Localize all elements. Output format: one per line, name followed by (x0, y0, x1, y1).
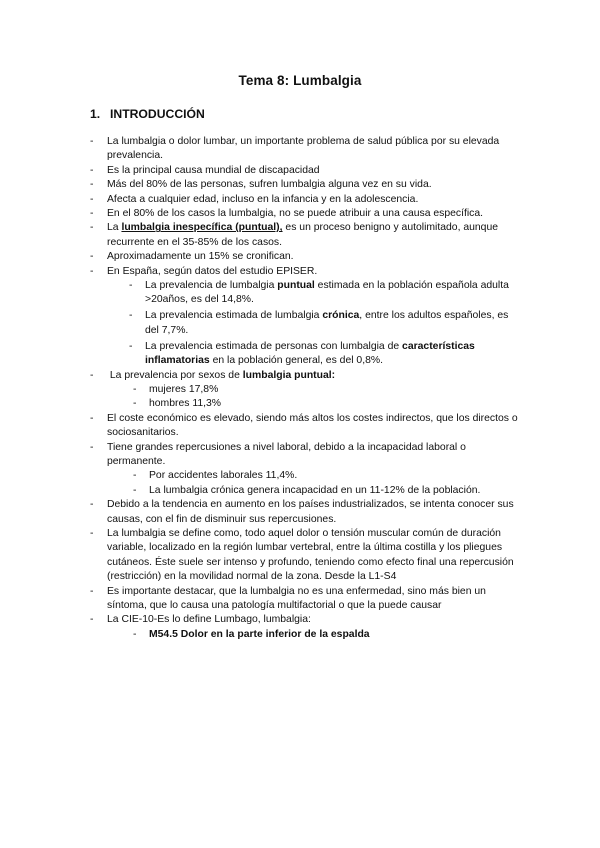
list-item: - La lumbalgia se define como, todo aquel dolor o tensión muscular común de duración variable, localizado en la región lumbar vertebral, entre la última costilla y los pliegues cutáneos. Éste suele ser intenso y profundo, teniendo como efecto final una repercusión (restricción) en la movilidad normal de la zona. Desde la L1-S4 (90, 527, 514, 583)
bullet-dash: - (133, 383, 137, 395)
emphasis: M54.5 Dolor en la parte inferior de la espalda (149, 628, 370, 640)
list-item: - Es la principal causa mundial de discapacidad (90, 164, 520, 178)
section-heading (90, 107, 205, 121)
bullet-dash: - (90, 179, 94, 191)
sub-list-item: - Por accidentes laborales 11,4%. (133, 469, 509, 483)
bullet-dash: - (90, 412, 94, 424)
list-item: - Más del 80% de las personas, sufren lumbalgia alguna vez en su vida. (90, 178, 520, 192)
list-item: - En España, según datos del estudio EPISER. (90, 265, 520, 279)
list-item: - En el 80% de los casos la lumbalgia, no se puede atribuir a una causa específica. (90, 207, 520, 221)
sub-list-item: - La lumbalgia crónica genera incapacidad en un 11-12% de la población. (133, 484, 509, 498)
emphasis: lumbalgia inespecífica (puntual), (121, 222, 283, 234)
list-item: - Afecta a cualquier edad, incluso en la infancia y en la adolescencia. (90, 193, 520, 207)
sub-list-item: - La prevalencia de lumbalgia puntual estimada en la población española adulta >20años, es del 14,8%. (129, 280, 509, 306)
bullet-dash: - (129, 280, 133, 292)
bullet-dash: - (90, 251, 94, 263)
emphasis: crónica (322, 310, 360, 322)
list-item: - La CIE-10-Es lo define Lumbago, lumbalgia: (90, 613, 520, 627)
bullet-dash: - (129, 340, 133, 352)
bullet-dash: - (90, 222, 94, 234)
bullet-dash: - (133, 628, 137, 640)
bullet-dash: - (90, 208, 94, 220)
sub-list-item: - La prevalencia estimada de personas con lumbalgia de características inflamatorias en la población general, es del 0,8%. (129, 340, 475, 367)
list-item: - La prevalencia por sexos de lumbalgia puntual: (90, 369, 520, 383)
bullet-dash: - (129, 310, 133, 322)
bullet-dash: - (90, 265, 94, 277)
bullet-dash: - (90, 614, 94, 626)
emphasis: características inflamatorias (145, 340, 475, 367)
sub-list-item: - hombres 11,3% (133, 397, 509, 411)
bullet-dash: - (133, 470, 137, 482)
emphasis: lumbalgia puntual: (242, 369, 336, 381)
list-item: - Aproximadamente un 15% se cronifican. (90, 250, 520, 264)
list-item: - El coste económico es elevado, siendo más altos los costes indirectos, que los directos o sociosanitarios. (90, 412, 518, 439)
bullet-dash: - (133, 398, 137, 410)
bullet-dash: - (90, 499, 94, 511)
page-title: Tema 8: Lumbalgia (238, 73, 362, 88)
list-item: - Debido a la tendencia en aumento en los países industrializados, se intenta conocer sus causas, con el fin de disminuir sus repercusiones. (90, 499, 514, 525)
sub-list-item: - mujeres 17,8% (133, 383, 509, 397)
list-item: - La lumbalgia o dolor lumbar, un importante problema de salud pública por su elevada prevalencia. (90, 136, 500, 162)
bullet-dash: - (90, 193, 94, 205)
bullet-dash: - (133, 484, 137, 496)
bullet-dash: - (90, 136, 94, 147)
list-item: - Tiene grandes repercusiones a nivel laboral, debido a la incapacidad laboral o permanente. (90, 441, 466, 467)
list-item: - Es importante destacar, que la lumbalgia no es una enfermedad, sino más bien un síntoma, que lo causa una patología multifactorial o que la puede causar (90, 585, 486, 611)
section-title: INTRODUCCIÓN (110, 107, 205, 121)
bullet-dash: - (90, 585, 94, 597)
list-item: - La lumbalgia inespecífica (puntual), es un proceso benigno y autolimitado, aunque recurrente en el 35-85% de los casos. (90, 222, 499, 248)
bullet-dash: - (90, 441, 94, 453)
bullet-dash: - (90, 164, 94, 176)
bullet-dash: - (90, 527, 94, 539)
bullet-list (0, 135, 600, 642)
sub-list-item: - La prevalencia estimada de lumbalgia crónica, entre los adultos españoles, es del 7,7%. (129, 310, 509, 336)
emphasis: puntual (277, 280, 315, 292)
section-number: 1. (90, 107, 101, 121)
bullet-dash: - (90, 369, 94, 381)
sub-list-item (133, 628, 509, 642)
